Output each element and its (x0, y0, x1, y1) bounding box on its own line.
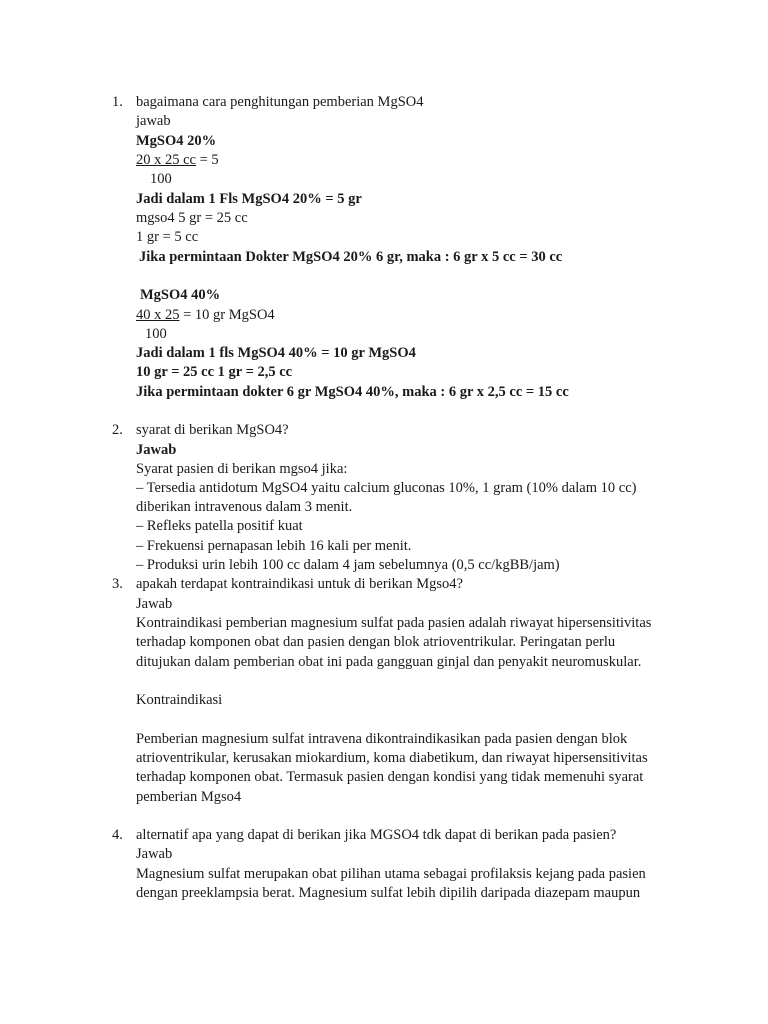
q3-para-1b: terhadap komponen obat dan pasien dengan blok atrioventrikular. Peringatan perlu (136, 634, 616, 650)
q1-question: bagaimana cara penghitungan pemberian MgSO4 (136, 94, 424, 110)
q1-calc-40-denominator: 100 (145, 326, 167, 342)
q3-para-2c: terhadap komponen obat. Termasuk pasien dengan kondisi yang tidak memenuhi syarat (136, 769, 644, 785)
q1-calc-20-denominator: 100 (150, 171, 172, 187)
q2-item-1a: – Tersedia antidotum MgSO4 yaitu calcium gluconas 10%, 1 gram (10% dalam 10 cc) (136, 480, 637, 496)
q1-calc-40-numerator: 40 x 25 (136, 307, 180, 323)
q1-jawab: jawab (136, 113, 171, 129)
q1-request-40: Jika permintaan dokter 6 gr MgSO4 40%, maka : 6 gr x 2,5 cc = 15 cc (136, 384, 569, 400)
q1-calc-20-numerator: 20 x 25 cc (136, 152, 196, 168)
q1-heading-40: MgSO4 40% (140, 287, 221, 303)
q2-item-2: – Refleks patella positif kuat (136, 518, 303, 534)
q4-number: 4. (112, 827, 123, 843)
q2-item-1b: diberikan intravenous dalam 3 menit. (136, 499, 353, 515)
q3-para-1a: Kontraindikasi pemberian magnesium sulfat pada pasien adalah riwayat hipersensitivitas (136, 615, 652, 631)
q2-item-3: – Frekuensi pernapasan lebih 16 kali per menit. (136, 538, 412, 554)
q2-jawab: Jawab (136, 442, 177, 458)
q1-calc-40 (136, 306, 275, 325)
q1-result-40: Jadi dalam 1 fls MgSO4 40% = 10 gr MgSO4 (136, 345, 416, 361)
q3-para-2d: pemberian Mgso4 (136, 789, 242, 805)
q3-para-2b: atrioventrikular, kerusakan miokardium, koma diabetikum, dan riwayat hipersensitivitas (136, 750, 648, 766)
q2-number: 2. (112, 422, 123, 438)
q3-heading: Kontraindikasi (136, 692, 223, 708)
q1-number: 1. (112, 94, 123, 110)
q1-line-1: mgso4 5 gr = 25 cc (136, 210, 248, 226)
q1-request-20: Jika permintaan Dokter MgSO4 20% 6 gr, maka : 6 gr x 5 cc = 30 cc (139, 249, 563, 265)
q3-jawab: Jawab (136, 596, 173, 612)
q1-line-2: 1 gr = 5 cc (136, 229, 199, 245)
q3-number: 3. (112, 576, 123, 592)
q1-result-20: Jadi dalam 1 Fls MgSO4 20% = 5 gr (136, 191, 362, 207)
q2-item-4: – Produksi urin lebih 100 cc dalam 4 jam sebelumnya (0,5 cc/kgBB/jam) (136, 557, 560, 573)
q2-intro: Syarat pasien di berikan mgso4 jika: (136, 461, 348, 477)
q4-para-1b: dengan preeklampsia berat. Magnesium sulfat lebih dipilih daripada diazepam maupun (136, 885, 641, 901)
q1-heading-20: MgSO4 20% (136, 133, 217, 149)
q3-para-2a: Pemberian magnesium sulfat intravena dikontraindikasikan pada pasien dengan blok (136, 731, 628, 747)
q4-para-1a: Magnesium sulfat merupakan obat pilihan utama sebagai profilaksis kejang pada pasien (136, 866, 646, 882)
q1-line-3: 10 gr = 25 cc 1 gr = 2,5 cc (136, 364, 293, 380)
q4-jawab: Jawab (136, 846, 173, 862)
q2-question: syarat di berikan MgSO4? (136, 422, 289, 438)
q1-calc-40-result: = 10 gr MgSO4 (179, 307, 275, 323)
q4-question: alternatif apa yang dapat di berikan jika MGSO4 tdk dapat di berikan pada pasien? (136, 827, 617, 843)
q3-para-1c: ditujukan dalam pemberian obat ini pada gangguan ginjal dan penyakit neuromuskular. (136, 654, 642, 670)
q1-calc-20 (136, 151, 219, 170)
q1-calc-20-result: = 5 (196, 152, 219, 168)
q3-question: apakah terdapat kontraindikasi untuk di berikan Mgso4? (136, 576, 463, 592)
